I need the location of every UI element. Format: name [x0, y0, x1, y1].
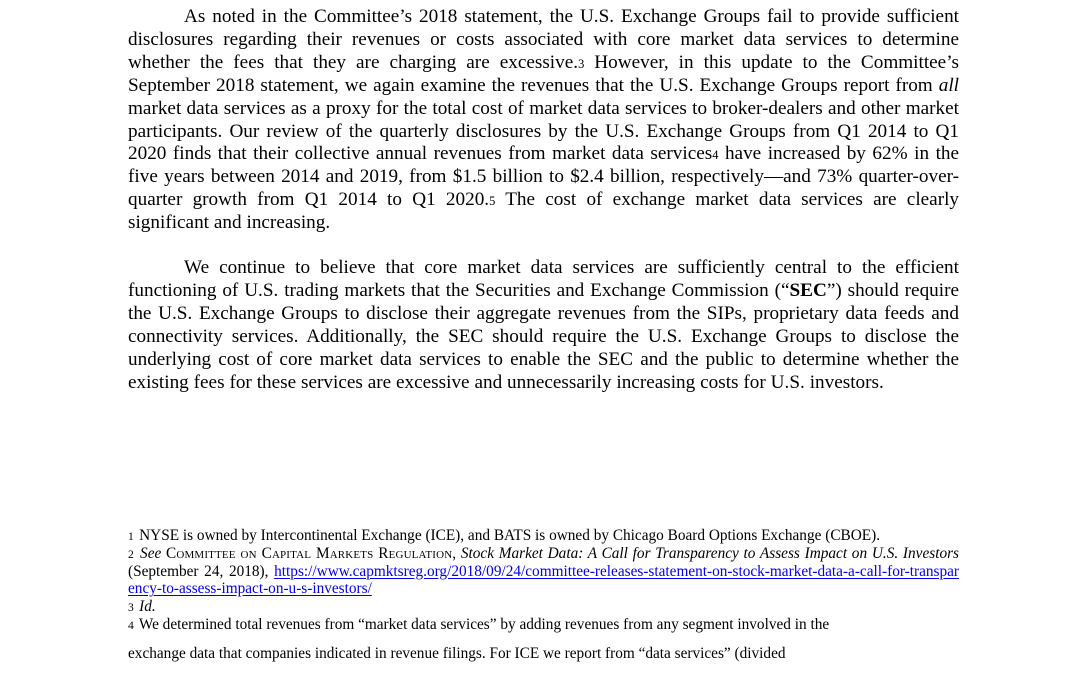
footnote-number: 2: [128, 547, 134, 561]
text-run: market data services as a proxy for the total cost of market data services to broker-dealers and other market participants. Our review of the quarterly disclosures by the U.S. Exchange Groups from Q1 2014 to Q1 2020 finds that their collective annual revenues from market data services: [128, 97, 959, 165]
footnote-4-continued: [128, 645, 959, 663]
italic-text: See: [140, 544, 162, 562]
text-run: As noted in the Committee’s 2018 statement, the U.S. Exchange Groups fail to provide sufficient disclosures regarding their revenues or costs associated with core market data services to determine whether the fees that they are charging are excessive.: [128, 6, 959, 73]
footnote-2: [128, 545, 959, 598]
footnote-1: [128, 527, 959, 545]
bold-text: SEC: [789, 279, 827, 301]
footnotes-block: [128, 527, 959, 634]
italic-text: Id.: [139, 598, 156, 616]
body-paragraph-2: [128, 257, 959, 394]
clipped-footnote-region: [128, 645, 959, 675]
text-run: The cost of exchange market data services are clearly significant and increasing.: [128, 189, 960, 234]
text-run: However, in this update to the Committee’s September 2018 statement, we again examine the revenues that the U.S. Exchange Groups report from: [128, 51, 959, 96]
text-run: (September 24, 2018),: [128, 562, 275, 580]
italic-text: all: [938, 74, 959, 96]
body-paragraph-1: [128, 6, 959, 235]
text-run: ,: [452, 544, 461, 562]
footnote-reference-marker[interactable]: 4: [712, 148, 719, 163]
small-caps-text: Committee on Capital Markets Regulation: [166, 544, 453, 562]
text-run: have increased by 62% in the five years between 2014 and 2019, from $1.5 billion to $2.4 billion, respectively—and 73% quarter-over-quarter growth from Q1 2014 to Q1 2020.: [128, 143, 960, 211]
italic-text: Stock Market Data: A Call for Transparency to Assess Impact on U.S. Investors: [460, 544, 960, 562]
text-run: NYSE is owned by Intercontinental Exchange (ICE), and BATS is owned by Chicago Board Options Exchange (CBOE).: [139, 527, 881, 544]
text-run: ”) should require the U.S. Exchange Groups to disclose their aggregate revenues from the SIPs, proprietary data feeds and connectivity services. Additionally, the SEC should require the U.S. Exchange Groups to disclose the underlying cost of core market data services to enable the SEC and the public to determine whether the existing fees for these services are excessive and unnecessarily increasing costs for U.S. investors.: [128, 279, 959, 393]
text-run: exchange data that companies indicated in revenue filings. For ICE we report from “data services” (divided: [128, 645, 786, 662]
footnote-reference-marker[interactable]: 3: [578, 56, 585, 71]
footnote-number: 3: [128, 601, 134, 615]
text-run: We determined total revenues from “market data services” by adding revenues from any segment involved in the: [138, 615, 830, 633]
footnote-3: [128, 598, 959, 616]
footnote-4: [128, 616, 959, 634]
footnote-link[interactable]: https://www.capmktsreg.org/2018/09/24/committee-releases-statement-on-stock-market-data-a-call-for-transparency-to-assess-impact-on-u-s-investors/: [128, 562, 959, 598]
footnote-reference-marker[interactable]: 5: [489, 194, 496, 209]
text-run: We continue to believe that core market data services are sufficiently central to the efficient functioning of U.S. trading markets that the Securities and Exchange Commission (“: [128, 257, 959, 301]
footnote-number: 1: [128, 530, 134, 543]
footnote-number: 4: [128, 618, 134, 632]
body-text-block: [128, 6, 959, 395]
